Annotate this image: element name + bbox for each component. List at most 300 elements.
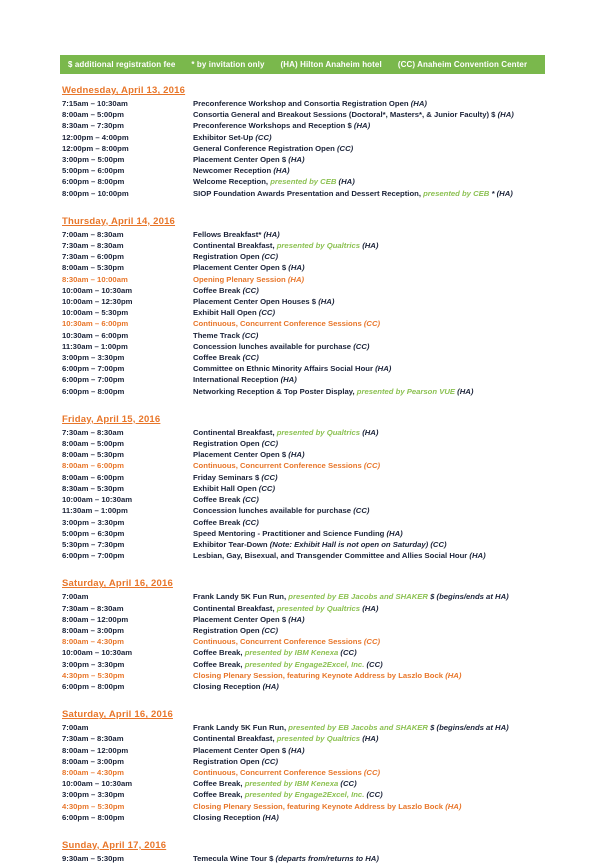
event-description [193,539,547,550]
event-title-text: Opening Plenary Session [193,274,288,284]
event-venue-note: (HA) [497,110,514,120]
event-description [193,789,547,800]
event-description [193,812,547,823]
schedule-row [62,352,547,363]
event-time: 6:00pm – 8:00pm [62,386,125,396]
event-time: 7:30am – 6:00pm [62,252,124,262]
event-venue-note: (CC) [261,252,279,262]
event-venue-note: (HA) [457,386,474,396]
event-description [193,363,547,374]
event-sponsor: presented by Qualtrics [276,427,363,437]
event-venue-note: (CC) [258,308,276,318]
event-venue-note: (CC) [340,779,357,789]
event-title-text: Exhibitor Set-Up [193,132,256,142]
event-time: 8:00pm – 10:00pm [62,188,129,198]
event-title-text: Registration Open [193,625,262,635]
event-venue-note: (CC) [261,756,279,766]
event-description [193,386,547,397]
schedule-row [62,285,547,296]
event-description [193,262,547,273]
event-venue-note: (CC) [353,341,370,351]
event-time: 7:00am [62,723,89,733]
event-title-text: Continental Breakfast, [193,241,277,251]
event-venue-note: (HA) [262,681,279,691]
event-description [193,165,547,176]
event-title-text: Registration Open [193,756,262,766]
event-time: 8:30am – 5:30pm [62,483,124,493]
event-description [193,449,547,460]
legend-item: $ additional registration fee [68,60,176,69]
event-venue-note: (HA) [362,427,379,437]
event-title-text: Closing Plenary Session, featuring Keynote Address by Laszlo Bock [193,670,446,680]
schedule-row [62,386,547,397]
day-heading: Friday, April 15, 2016 [62,413,161,425]
event-description [193,318,547,329]
event-title-text: Lesbian, Gay, Bisexual, and Transgender Committee and Allies Social Hour [193,551,470,561]
event-venue-note: (HA) [353,121,371,131]
event-title-text: Registration Open [193,439,262,449]
schedule-row [62,109,547,120]
schedule-row [62,733,547,744]
schedule-row [62,460,547,471]
event-title-text: Consortia General and Breakout Sessions (Doctoral*, Masters*, & Junior Faculty) $ [193,110,498,120]
event-venue-note: (HA) [318,297,335,307]
schedule-row [62,603,547,614]
event-time: 8:00am – 5:00pm [62,110,124,120]
event-venue-note: (HA) [288,614,305,624]
event-title-text: Coffee Break [193,517,243,527]
event-time: 8:00am – 4:30pm [62,637,124,647]
event-time: 7:15am – 10:30am [62,99,128,108]
event-description [193,296,547,307]
schedule-row [62,505,547,516]
event-time: 5:00pm – 6:30pm [62,528,125,538]
event-time: 8:30am – 7:30pm [62,121,124,131]
event-time: 10:00am – 12:30pm [62,297,133,307]
event-sponsor: presented by Qualtrics [276,603,363,613]
event-title-text: Continuous, Concurrent Conference Sessions [193,637,364,647]
event-venue-note: (CC) [336,143,354,153]
event-sponsor: presented by Qualtrics [276,734,363,744]
schedule-row [62,363,547,374]
event-description [193,374,547,385]
event-description [193,494,547,505]
event-venue-note: (CC) [430,539,447,549]
event-venue-note: (CC) [340,648,357,658]
event-sponsor: presented by IBM Kenexa [244,779,341,789]
schedule-row [62,374,547,385]
event-description [193,636,547,647]
event-description [193,528,547,539]
event-venue-note: (HA) [263,229,280,239]
event-venue-note: (CC) [261,625,279,635]
event-time: 6:00pm – 8:00pm [62,681,125,691]
day-heading: Thursday, April 14, 2016 [62,215,176,227]
event-description [193,625,547,636]
event-sponsor: presented by Engage2Excel, Inc. [244,659,367,669]
schedule-row [62,483,547,494]
event-time: 7:30am – 8:30am [62,603,124,613]
schedule-row [62,636,547,647]
event-time: 6:00pm – 8:00pm [62,812,125,822]
schedule-row [62,789,547,800]
event-time: 12:00pm – 4:00pm [62,132,129,142]
event-description [193,591,547,602]
event-description [193,756,547,767]
event-title-text: Continental Breakfast, [193,427,277,437]
event-description [193,274,547,285]
event-title-text: Continuous, Concurrent Conference Sessions [193,767,364,777]
event-venue-note: (HA) [273,166,290,176]
event-title-text: Continental Breakfast, [193,603,277,613]
event-venue-note: (CC) [258,483,276,493]
event-venue-note: (HA) [262,812,279,822]
schedule-row [62,341,547,352]
event-venue-note: (CC) [353,506,370,516]
event-venue-note: (HA) [288,263,305,273]
event-title-text: Continental Breakfast, [193,734,277,744]
event-description [193,681,547,692]
event-venue-note: $ (begins/ends at HA) [430,723,509,733]
event-venue-note: (CC) [363,461,381,471]
event-title-text: Placement Center Open Houses $ [193,297,319,307]
event-description [193,176,547,187]
event-title-text: Friday Seminars $ [193,472,262,482]
event-title-text: Exhibitor Tear-Down [193,539,270,549]
event-venue-note: (HA) [445,670,462,680]
event-venue-note: (CC) [242,517,259,527]
schedule-row [62,647,547,658]
event-description [193,517,547,528]
event-time: 8:00am – 5:00pm [62,439,124,449]
event-time: 5:30pm – 7:30pm [62,539,125,549]
event-description [193,505,547,516]
legend-item: (HA) Hilton Anaheim hotel [280,60,382,69]
event-venue-note: (HA) [362,603,379,613]
event-time: 7:30am – 8:30am [62,734,124,744]
event-time: 3:00pm – 3:30pm [62,517,125,527]
event-venue-note: (HA) [445,801,462,811]
event-description [193,853,547,864]
event-time: 6:00pm – 7:00pm [62,364,125,374]
event-description [193,767,547,778]
event-title-text: Newcomer Reception [193,166,274,176]
event-title-text: Placement Center Open $ [193,745,289,755]
schedule-row [62,539,547,550]
event-time: 10:00am – 10:30am [62,285,133,295]
event-description [193,603,547,614]
event-time: 8:00am – 3:00pm [62,625,124,635]
event-time: 3:00pm – 3:30pm [62,659,125,669]
schedule-row [62,801,547,812]
schedule-row [62,472,547,483]
schedule-row [62,165,547,176]
event-title-text: Coffee Break [193,353,243,363]
event-title-text: SIOP Foundation Awards Presentation and Dessert Reception, [193,188,424,198]
event-sponsor: presented by EB Jacobs and SHAKER [288,723,431,733]
schedule-row [62,330,547,341]
event-title-text: Coffee Break, [193,790,245,800]
schedule-row [62,812,547,823]
event-title-text: Concession lunches available for purchase [193,506,354,516]
event-venue-note: $ (begins/ends at HA) [430,592,509,602]
event-title-text: Coffee Break, [193,659,245,669]
event-sponsor: presented by EB Jacobs and SHAKER [288,592,431,602]
schedule-row [62,756,547,767]
schedule-row [62,262,547,273]
event-description [193,733,547,744]
legend-bar [60,55,545,74]
event-description [193,778,547,789]
event-title-text: Registration Open [193,252,262,262]
event-venue-note: (HA) [410,99,427,108]
event-title-text: Placement Center Open $ [193,450,289,460]
event-sponsor: presented by Qualtrics [276,241,363,251]
event-venue-note: (departs from/returns to HA) [275,853,379,863]
day-block [62,211,547,397]
event-time: 10:00am – 10:30am [62,648,133,658]
schedule-row [62,229,547,240]
event-description [193,438,547,449]
event-time: 8:00am – 5:30pm [62,263,124,273]
event-venue-note: (CC) [242,495,259,505]
schedule-row [62,625,547,636]
event-time: 10:30am – 6:00pm [62,330,129,340]
event-description [193,472,547,483]
event-title-text: Coffee Break, [193,779,245,789]
event-title-text: Placement Center Open $ [193,155,289,165]
event-title-text: International Reception [193,375,281,385]
day-heading: Wednesday, April 13, 2016 [62,85,186,96]
schedule-row [62,240,547,251]
schedule-row [62,853,547,864]
event-description [193,330,547,341]
event-title-text: Welcome Reception, [193,177,271,187]
day-block [62,835,547,864]
event-title-text: Closing Reception [193,812,263,822]
schedule-row [62,591,547,602]
event-description [193,285,547,296]
event-description [193,132,547,143]
schedule-row [62,722,547,733]
event-venue-note: (CC) [261,472,278,482]
day-block [62,704,547,823]
schedule-row [62,494,547,505]
event-description [193,229,547,240]
event-venue-note: (HA) [288,155,305,165]
event-time: 11:30am – 1:00pm [62,506,128,516]
event-title-text: Placement Center Open $ [193,614,289,624]
event-sponsor: presented by CEB [423,188,492,198]
event-title-text: Preconference Workshop and Consortia Registration Open [193,99,411,108]
event-title-text: Frank Landy 5K Fun Run, [193,723,289,733]
event-time: 8:00am – 6:00pm [62,472,124,482]
event-venue-note: (HA) [338,177,355,187]
event-time: 7:00am – 8:30am [62,229,124,239]
schedule-row [62,528,547,539]
event-time: 6:00pm – 8:00pm [62,177,125,187]
event-description [193,352,547,363]
event-time: 8:00am – 3:00pm [62,756,124,766]
event-title-text: Fellows Breakfast* [193,229,264,239]
day-block [62,409,547,561]
event-time: 8:00am – 5:30pm [62,450,124,460]
event-title-text: Coffee Break [193,495,243,505]
schedule-row [62,670,547,681]
schedule-row [62,767,547,778]
event-description [193,307,547,318]
event-title-text: Coffee Break [193,285,243,295]
schedule-row [62,132,547,143]
schedule-row [62,307,547,318]
event-description [193,745,547,756]
event-description [193,98,547,109]
event-description [193,188,547,199]
event-venue-note: (HA) [280,375,297,385]
event-time: 11:30am – 1:00pm [62,341,128,351]
event-venue-note: (CC) [363,637,381,647]
schedule-row [62,517,547,528]
event-title-text: Closing Reception [193,681,263,691]
day-block [62,80,547,199]
event-venue-note: (Note: Exhibit Hall is not open on Saturday) [269,539,431,549]
schedule-row [62,120,547,131]
day-block [62,573,547,692]
event-title-text: Continuous, Concurrent Conference Sessions [193,319,364,329]
event-time: 8:00am – 6:00pm [62,461,124,471]
event-description [193,251,547,262]
event-title-text: General Conference Registration Open [193,143,337,153]
day-heading: Saturday, April 16, 2016 [62,578,173,590]
event-venue-note: (CC) [366,790,383,800]
event-description [193,109,547,120]
event-title-text: Networking Reception & Top Poster Display, [193,386,357,396]
schedule-row [62,681,547,692]
event-time: 10:00am – 10:30am [62,779,133,789]
event-sponsor: presented by CEB [270,177,339,187]
event-venue-note: (HA) [288,745,305,755]
schedule-row [62,745,547,756]
event-venue-note: (HA) [288,450,305,460]
event-venue-note: (HA) [386,528,403,538]
event-description [193,154,547,165]
legend-item: (CC) Anaheim Convention Center [397,60,528,69]
schedule-row [62,614,547,625]
event-time: 7:00am [62,592,89,602]
event-title-text: Concession lunches available for purchase [193,341,354,351]
legend-item: * by invitation only [191,60,265,69]
event-time: 10:00am – 10:30am [62,495,133,505]
event-description [193,240,547,251]
event-venue-note: (CC) [261,439,279,449]
event-time: 3:00pm – 3:30pm [62,790,125,800]
event-venue-note: (HA) [362,734,379,744]
schedule-row [62,318,547,329]
event-title-text: Continuous, Concurrent Conference Sessions [193,461,364,471]
event-time: 10:30am – 6:00pm [62,319,129,329]
event-title-text: Preconference Workshops and Reception $ [193,121,354,131]
event-time: 8:00am – 4:30pm [62,767,124,777]
event-sponsor: presented by Pearson VUE [356,386,458,396]
event-description [193,647,547,658]
event-time: 6:00pm – 7:00pm [62,551,125,561]
event-venue-note: (CC) [242,330,259,340]
event-description [193,120,547,131]
schedule-row [62,449,547,460]
schedule-row [62,98,547,109]
event-time: 8:30am – 10:00am [62,274,128,284]
event-title-text: Temecula Wine Tour $ [193,853,276,863]
event-venue-note: (CC) [363,319,381,329]
schedule-row [62,251,547,262]
event-venue-note: (CC) [242,285,259,295]
event-time: 12:00pm – 8:00pm [62,143,129,153]
event-time: 4:30pm – 5:30pm [62,670,125,680]
event-venue-note: (HA) [287,274,305,284]
event-time: 8:00am – 12:00pm [62,745,129,755]
event-venue-note: (CC) [255,132,272,142]
event-title-text: Committee on Ethnic Minority Affairs Social Hour [193,364,376,374]
schedule-row [62,550,547,561]
schedule-list [62,80,547,864]
event-title-text: Coffee Break, [193,648,245,658]
schedule-row [62,778,547,789]
event-description [193,550,547,561]
event-title-text: Placement Center Open $ [193,263,289,273]
schedule-row [62,274,547,285]
event-title-text: Speed Mentoring - Practitioner and Science Funding [193,528,387,538]
event-description [193,614,547,625]
event-title-text: Exhibit Hall Open [193,308,259,318]
day-heading: Sunday, April 17, 2016 [62,839,167,851]
event-title-text: Exhibit Hall Open [193,483,259,493]
event-title-text: Theme Track [193,330,243,340]
event-description [193,722,547,733]
event-time: 10:00am – 5:30pm [62,308,129,318]
event-description [193,460,547,471]
event-time: 3:00pm – 5:00pm [62,155,125,165]
event-title-text: Closing Plenary Session, featuring Keynote Address by Laszlo Bock [193,801,446,811]
schedule-row [62,143,547,154]
event-time: 7:30am – 8:30am [62,427,124,437]
event-venue-note: (CC) [366,659,383,669]
event-venue-note: (CC) [363,767,381,777]
event-time: 6:00pm – 7:00pm [62,375,125,385]
event-description [193,143,547,154]
event-sponsor: presented by Engage2Excel, Inc. [244,790,367,800]
event-venue-note: (HA) [375,364,392,374]
schedule-row [62,427,547,438]
event-description [193,801,547,812]
schedule-row [62,296,547,307]
day-heading: Saturday, April 16, 2016 [62,709,173,721]
event-description [193,341,547,352]
event-description [193,427,547,438]
schedule-row [62,438,547,449]
event-venue-note: (HA) [362,241,379,251]
event-description [193,483,547,494]
schedule-row [62,659,547,670]
event-sponsor: presented by IBM Kenexa [244,648,341,658]
event-venue-note: (CC) [242,353,259,363]
event-time: 5:00pm – 6:00pm [62,166,125,176]
event-time: 9:30am – 5:30pm [62,853,124,863]
schedule-row [62,154,547,165]
event-description [193,659,547,670]
schedule-row [62,176,547,187]
event-time: 8:00am – 12:00pm [62,614,129,624]
event-time: 7:30am – 8:30am [62,241,124,251]
